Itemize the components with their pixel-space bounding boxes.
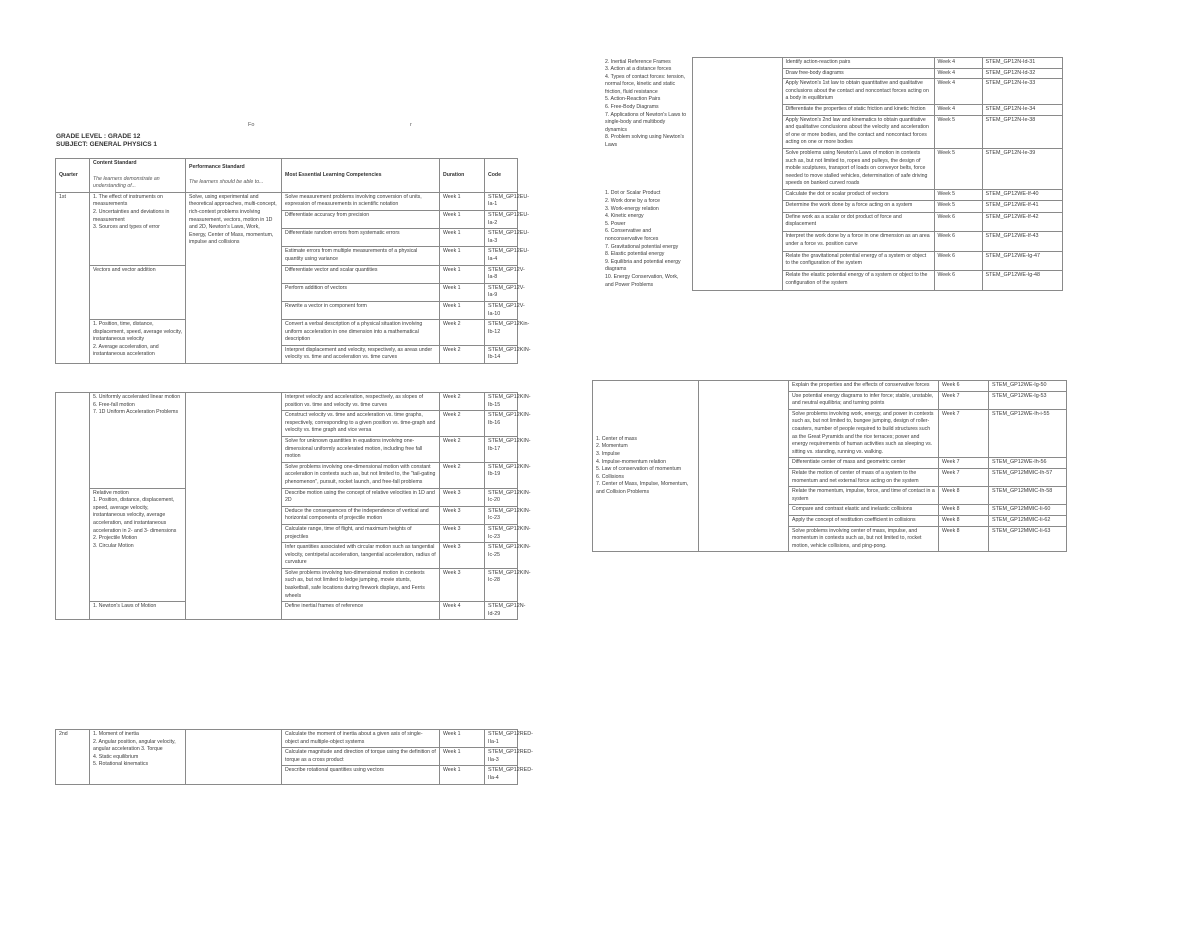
code-cell: STEM_GP12KIN-Ib-17 xyxy=(485,436,518,462)
code-cell: STEM_GP12WE-Ig-48 xyxy=(982,271,1062,291)
code-cell: STEM_GP12KIN-Ib-15 xyxy=(485,393,518,411)
duration-cell: Week 2 xyxy=(440,411,485,437)
competency-cell: Differentiate the properties of static friction and kinetic friction xyxy=(782,104,934,115)
competency-cell: Explain the properties and the effects of conservative forces xyxy=(789,381,939,392)
table-row xyxy=(56,488,518,506)
code-cell: STEM_GP12WE-If-42 xyxy=(982,212,1062,232)
code-cell: STEM_GP12WE-If-41 xyxy=(982,201,1062,212)
code-cell: STEM_GP12KIN-Ic-23 xyxy=(485,506,518,524)
duration-cell: Week 1 xyxy=(440,748,485,766)
competency-cell: Estimate errors from multiple measurements of a physical quantity using variance xyxy=(282,247,440,265)
duration-cell: Week 4 xyxy=(934,58,982,69)
duration-cell: Week 8 xyxy=(939,487,989,505)
duration-cell: Week 6 xyxy=(939,381,989,392)
competency-cell: Differentiate center of mass and geometric center xyxy=(789,458,939,469)
document-header xyxy=(56,133,157,149)
duration-cell: Week 2 xyxy=(440,462,485,488)
content-cell: 1. Dot or Scalar Product 2. Work done by a force 3. Work-energy relation 4. Kinetic energy 5. Power 6. Conservative and nonconservative forces 7. Gravitational potential energy 8. Elastic potential energy 9. Equilibria and potential energy diagrams 10. Energy Conservation, Work, and Power Problems xyxy=(605,190,681,288)
content-cell: 1. Position, time, distance, displacement, speed, average velocity, instantaneous velocity 2. Average acceleration, and instantaneous acceleration xyxy=(90,320,186,364)
duration-cell: Week 1 xyxy=(440,192,485,210)
performance-cell: Solve, using experimental and theoretical approaches, multi-concept, rich-context problems involving measurement, vectors, motion in 1D and 2D, Newton's Laws, Work, Energy, Center of Mass, momentum, impulse and collisions xyxy=(186,192,282,363)
content-cell: Relative motion 1. Position, distance, displacement, speed, average velocity, instantaneous velocity, average acceleration, and instantaneous acceleration in 2- and 3- dimensions 2. Projectile Motion 3. Circular Motion xyxy=(90,488,186,602)
competency-cell: Relate the gravitational potential energy of a system or object to the configuration of the system xyxy=(782,251,934,271)
competency-cell: Apply the concept of restitution coefficient in collisions xyxy=(789,515,939,526)
competency-cell: Solve measurement problems involving conversion of units, expression of measurements in scientific notation xyxy=(282,192,440,210)
duration-cell: Week 1 xyxy=(440,210,485,228)
code-cell: STEM_GP12EU-Ia-1 xyxy=(485,192,518,210)
duration-cell: Week 7 xyxy=(939,468,989,486)
header-competencies: Most Essential Learning Competencies xyxy=(282,159,440,193)
table-row xyxy=(602,58,1062,69)
competency-cell: Apply Newton's 1st law to obtain quantitative and qualitative conclusions about the contact and noncontact forces acting on a body in equilibrium xyxy=(782,79,934,105)
duration-cell: Week 1 xyxy=(440,247,485,265)
duration-cell: Week 6 xyxy=(934,232,982,252)
performance-standard-sub: The learners should be able to... xyxy=(189,179,264,186)
code-cell: STEM_GP12MMIC-Ih-57 xyxy=(989,468,1067,486)
performance-cell xyxy=(186,730,282,785)
competency-cell: Identify action-reaction pairs xyxy=(782,58,934,69)
competency-cell: Interpret velocity and acceleration, respectively, as slopes of position vs. time and velocity vs. time curves xyxy=(282,393,440,411)
table-row xyxy=(602,189,1062,200)
content-cell: 1. Center of mass 2. Momentum 3. Impulse 4. Impulse-momentum relation 5. Law of conservation of momentum 6. Collisions 7. Center of Mass, Impulse, Momentum, and Collision Problems xyxy=(593,381,699,552)
competency-cell: Calculate the dot or scalar product of vectors xyxy=(782,189,934,200)
code-cell: STEM_GP12WE-If-40 xyxy=(982,189,1062,200)
competency-cell: Rewrite a vector in component form xyxy=(282,301,440,319)
table-row xyxy=(56,320,518,346)
table-row xyxy=(56,265,518,283)
duration-cell: Week 8 xyxy=(939,505,989,516)
competency-cell: Construct velocity vs. time and acceleration vs. time graphs, respectively, corresponding to a given position vs. time-graph and velocity vs. time graph and vice versa xyxy=(282,411,440,437)
competency-cell: Draw free-body diagrams xyxy=(782,68,934,79)
content-cell: 1. The effect of instruments on measurements 2. Uncertainties and deviations in measurement 3. Sources and types of error xyxy=(90,192,186,265)
duration-cell: Week 5 xyxy=(934,201,982,212)
quarter-cell: 2nd xyxy=(56,730,90,785)
content-standard-sub: The learners demonstrate an understanding of... xyxy=(93,175,160,190)
code-cell: STEM_GP12WE-Ih-56 xyxy=(989,458,1067,469)
code-cell: STEM_GP12MMIC-Ii-63 xyxy=(989,526,1067,552)
header-fragment: r xyxy=(410,122,412,128)
duration-cell: Week 1 xyxy=(440,265,485,283)
duration-cell: Week 4 xyxy=(934,104,982,115)
duration-cell: Week 1 xyxy=(440,766,485,784)
code-cell: STEM_GP12MMIC-Ih-58 xyxy=(989,487,1067,505)
competency-cell: Describe motion using the concept of relative velocities in 1D and 2D xyxy=(282,488,440,506)
competency-cell: Deduce the consequences of the independence of vertical and horizontal components of projectile motion xyxy=(282,506,440,524)
duration-cell: Week 2 xyxy=(440,393,485,411)
performance-cell xyxy=(692,58,782,291)
code-cell: STEM_GP12N-Ie-39 xyxy=(982,148,1062,189)
table-row xyxy=(56,192,518,210)
competency-cell: Calculate the moment of inertia about a given axis of single-object and multiple-object systems xyxy=(282,730,440,748)
duration-cell: Week 6 xyxy=(934,271,982,291)
code-cell: STEM_GP12N-Id-29 xyxy=(485,602,518,620)
content-cell: 1. Newton's Laws of Motion xyxy=(90,602,186,620)
duration-cell: Week 7 xyxy=(939,458,989,469)
performance-cell xyxy=(699,381,789,552)
duration-cell: Week 4 xyxy=(440,602,485,620)
code-cell: STEM_GP12Kin-Ib-12 xyxy=(485,320,518,346)
duration-cell: Week 2 xyxy=(440,345,485,363)
duration-cell: Week 1 xyxy=(440,283,485,301)
code-cell: STEM_GP12RED-IIa-3 xyxy=(485,748,518,766)
header-fragment: Fo xyxy=(248,122,255,128)
duration-cell: Week 3 xyxy=(440,568,485,601)
competency-cell: Solve problems involving two-dimensional motion in contexts such as, but not limited to ledge jumping, movie stunts, basketball, safe locations during firework displays, and Ferris wheels xyxy=(282,568,440,601)
competency-cell: Interpret the work done by a force in one dimension as an area under a force vs. position curve xyxy=(782,232,934,252)
quarter-cell xyxy=(56,393,90,620)
competency-cell: Compare and contrast elastic and inelastic collisions xyxy=(789,505,939,516)
curriculum-table-q1-cont xyxy=(55,392,531,620)
competency-cell: Use potential energy diagrams to infer force; stable, unstable, and neutral equilibria; and turning points xyxy=(789,391,939,409)
code-cell: STEM_GP12KIN-Ic-23 xyxy=(485,524,518,542)
competency-cell: Define inertial frames of reference xyxy=(282,602,440,620)
competency-cell: Solve problems involving one-dimensional motion with constant acceleration in contexts such as, but not limited to, the "tail-gating phenomenon", pursuit, rocket launch, and free-fall problems xyxy=(282,462,440,488)
duration-cell: Week 2 xyxy=(440,320,485,346)
duration-cell: Week 5 xyxy=(934,189,982,200)
duration-cell: Week 6 xyxy=(934,212,982,232)
table-header-row xyxy=(56,159,518,193)
table-row xyxy=(593,381,1067,392)
curriculum-table-right-bottom xyxy=(592,380,1067,552)
code-cell: STEM_GP12V-Ia-9 xyxy=(485,283,518,301)
competency-cell: Determine the work done by a force acting on a system xyxy=(782,201,934,212)
header-code: Code xyxy=(485,159,518,193)
duration-cell: Week 3 xyxy=(440,488,485,506)
duration-cell: Week 4 xyxy=(934,68,982,79)
table-row xyxy=(56,393,518,411)
header-quarter: Quarter xyxy=(56,159,90,193)
grade-level: GRADE LEVEL : GRADE 12 xyxy=(56,133,141,140)
competency-cell: Calculate range, time of flight, and maximum heights of projectiles xyxy=(282,524,440,542)
duration-cell: Week 5 xyxy=(934,148,982,189)
curriculum-table-q1 xyxy=(55,158,531,364)
competency-cell: Convert a verbal description of a physical situation involving uniform acceleration in one dimension into a mathematical description xyxy=(282,320,440,346)
competency-cell: Differentiate accuracy from precision xyxy=(282,210,440,228)
code-cell: STEM_GP12N-Ie-34 xyxy=(982,104,1062,115)
competency-cell: Solve problems involving work, energy, and power in contexts such as, but not limited to, bungee jumping, design of roller-coasters, number of people required to build structures such as the Great Pyramids and the rice terraces; power and energy requirements of human activities such as sleeping vs. sitting vs. standing, running vs. walking. xyxy=(789,409,939,458)
code-cell: STEM_GP12MMIC-Ii-60 xyxy=(989,505,1067,516)
duration-cell: Week 3 xyxy=(440,524,485,542)
competency-cell: Solve problems using Newton's Laws of motion in contexts such as, but not limited to, ropes and pulleys, the design of mobile sculptures, transport of loads on conveyor belts, force needed to move stalled vehicles, determination of safe driving speeds on banked curved roads xyxy=(782,148,934,189)
duration-cell: Week 2 xyxy=(440,436,485,462)
content-cell: 1. Moment of inertia 2. Angular position, angular velocity, angular acceleration 3. Torque 4. Static equilibrium 5. Rotational kinematics xyxy=(90,730,186,785)
competency-cell: Infer quantities associated with circular motion such as tangential velocity, centripetal acceleration, tangential acceleration, radius of curvature xyxy=(282,543,440,569)
duration-cell: Week 5 xyxy=(934,115,982,148)
code-cell: STEM_GP12N-Id-31 xyxy=(982,58,1062,69)
duration-cell: Week 8 xyxy=(939,515,989,526)
header-content-standard xyxy=(90,159,186,193)
code-cell: STEM_GP12N-Ie-38 xyxy=(982,115,1062,148)
content-cell: 2. Inertial Reference Frames 3. Action at a distance forces 4. Types of contact forces: tension, normal force, kinetic and static friction, fluid resistance 5. Action-Reaction Pairs 6. Free-Body Diagrams 7. Applications of Newton's Laws to single-body and multibody dynamics 8. Problem solving using Newton's Laws xyxy=(605,58,687,149)
code-cell: STEM_GP12WE-Ig-53 xyxy=(989,391,1067,409)
performance-standard-label: Performance Standard xyxy=(189,163,245,170)
table-row xyxy=(56,602,518,620)
code-cell: STEM_GP12V-Ia-8 xyxy=(485,265,518,283)
competency-cell: Calculate magnitude and direction of torque using the definition of torque as a cross product xyxy=(282,748,440,766)
competency-cell: Perform addition of vectors xyxy=(282,283,440,301)
competency-cell: Solve for unknown quantities in equations involving one-dimensional uniformly accelerated motion, including free fall motion xyxy=(282,436,440,462)
competency-cell: Differentiate vector and scalar quantities xyxy=(282,265,440,283)
code-cell: STEM_GP12WE-Ig-50 xyxy=(989,381,1067,392)
curriculum-table-q2 xyxy=(55,729,533,785)
competency-cell: Solve problems involving center of mass, impulse, and momentum in contexts such as, but not limited to, rocket motion, vehicle collisions, and ping-pong. xyxy=(789,526,939,552)
competency-cell: Apply Newton's 2nd law and kinematics to obtain quantitative and qualitative conclusions about the velocity and acceleration of one or more bodies, and the contact and noncontact forces acting on one or more bodies xyxy=(782,115,934,148)
header-performance-standard xyxy=(186,159,282,193)
code-cell: STEM_GP12V-Ia-10 xyxy=(485,301,518,319)
duration-cell: Week 8 xyxy=(939,526,989,552)
competency-cell: Define work as a scalar or dot product of force and displacement xyxy=(782,212,934,232)
competency-cell: Relate the elastic potential energy of a system or object to the configuration of the system xyxy=(782,271,934,291)
code-cell: STEM_GP12KIN-Ic-20 xyxy=(485,488,518,506)
duration-cell: Week 4 xyxy=(934,79,982,105)
code-cell: STEM_GP12RED-IIa-4 xyxy=(485,766,518,784)
code-cell: STEM_GP12RED-IIa-1 xyxy=(485,730,518,748)
code-cell: STEM_GP12N-Ie-33 xyxy=(982,79,1062,105)
duration-cell: Week 7 xyxy=(939,409,989,458)
content-cell: 5. Uniformly accelerated linear motion 6. Free-fall motion 7. 1D Uniform Acceleration Problems xyxy=(90,393,186,489)
competency-cell: Relate the motion of center of mass of a system to the momentum and net external force acting on the system xyxy=(789,468,939,486)
duration-cell: Week 7 xyxy=(939,391,989,409)
content-standard-label: Content Standard xyxy=(93,160,137,166)
code-cell: STEM_GP12EU-Ia-4 xyxy=(485,247,518,265)
duration-cell: Week 1 xyxy=(440,730,485,748)
code-cell: STEM_GP12MMIC-Ii-62 xyxy=(989,515,1067,526)
quarter-cell: 1st xyxy=(56,192,90,363)
duration-cell: Week 3 xyxy=(440,543,485,569)
competency-cell: Describe rotational quantities using vectors xyxy=(282,766,440,784)
code-cell: STEM_GP12KIN-Ic-25 xyxy=(485,543,518,569)
competency-cell: Relate the momentum, impulse, force, and time of contact in a system xyxy=(789,487,939,505)
content-cell: Vectors and vector addition xyxy=(90,265,186,320)
duration-cell: Week 1 xyxy=(440,301,485,319)
code-cell: STEM_GP12KIN-Ib-19 xyxy=(485,462,518,488)
code-cell: STEM_GP12EU-Ia-2 xyxy=(485,210,518,228)
competency-cell: Differentiate random errors from systematic errors xyxy=(282,229,440,247)
code-cell: STEM_GP12KIN-Ib-14 xyxy=(485,345,518,363)
code-cell: STEM_GP12WE-Ih-i-55 xyxy=(989,409,1067,458)
code-cell: STEM_GP12WE-Ig-47 xyxy=(982,251,1062,271)
table-row xyxy=(56,730,518,748)
performance-cell xyxy=(186,393,282,620)
code-cell: STEM_GP12N-Id-32 xyxy=(982,68,1062,79)
competency-cell: Interpret displacement and velocity, respectively, as areas under velocity vs. time and acceleration vs. time curves xyxy=(282,345,440,363)
code-cell: STEM_GP12KIN-Ib-16 xyxy=(485,411,518,437)
header-duration: Duration xyxy=(440,159,485,193)
duration-cell: Week 3 xyxy=(440,506,485,524)
code-cell: STEM_GP12WE-If-43 xyxy=(982,232,1062,252)
curriculum-table-right-top xyxy=(602,57,1063,291)
code-cell: STEM_GP12EU-Ia-3 xyxy=(485,229,518,247)
duration-cell: Week 6 xyxy=(934,251,982,271)
subject: SUBJECT: GENERAL PHYSICS 1 xyxy=(56,141,158,148)
duration-cell: Week 1 xyxy=(440,229,485,247)
code-cell: STEM_GP12KIN-Ic-28 xyxy=(485,568,518,601)
